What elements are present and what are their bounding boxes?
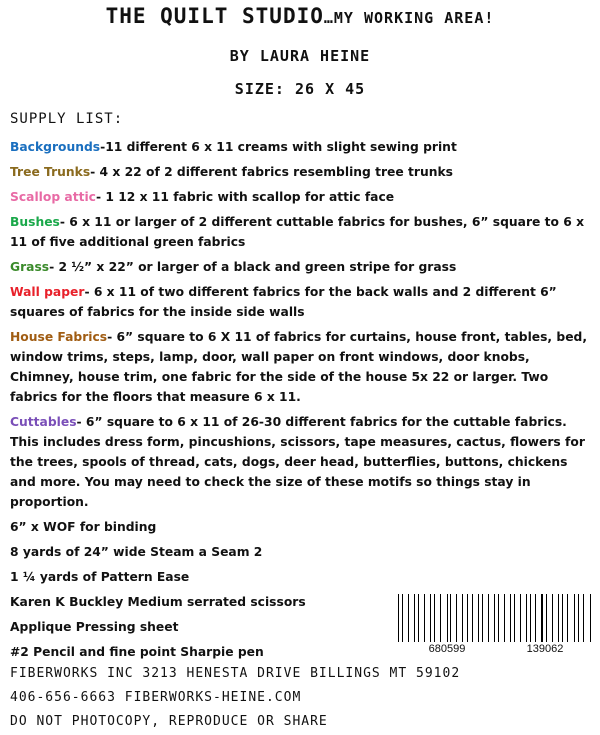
- item-label: Cuttables: [10, 415, 77, 429]
- item-label: House Fabrics: [10, 330, 108, 344]
- supply-item-scallop-attic: [10, 187, 595, 207]
- barcode-bar: [454, 594, 455, 642]
- barcode-bar: [418, 594, 419, 642]
- barcode-bar: [470, 594, 471, 642]
- barcode-digits: [398, 643, 594, 655]
- item-text: - 2 ½” x 22” or larger of a black and green stripe for grass: [49, 260, 457, 274]
- barcode-bar: [434, 594, 435, 642]
- barcode-bar: [472, 594, 473, 642]
- author-byline: BY LAURA HEINE: [229, 47, 371, 65]
- barcode-bar: [526, 594, 527, 642]
- item-text: - 6 x 11 or larger of 2 different cuttable fabrics for bushes, 6” square to 6 x 11 of five additional green fabrics: [10, 215, 585, 249]
- supply-item-tree-trunks: [10, 162, 595, 182]
- supply-item-pressing-sheet: Applique Pressing sheet: [10, 620, 179, 634]
- barcode-bar: [502, 594, 503, 642]
- barcode-bar: [406, 594, 407, 642]
- barcode-bar: [495, 594, 496, 642]
- barcode-bar: [443, 594, 444, 642]
- title-tail: …MY WORKING AREA!: [323, 9, 495, 27]
- item-text: - 6” square to 6 X 11 of fabrics for curtains, house front, tables, bed, window trims, steps, lamp, door, wall paper on front windows, door knobs, Chimney, house trim, one fabric for the side of the house 5x 22 or larger. Two fabrics for the floors that measure 6 x 11.: [10, 330, 588, 404]
- barcode: [398, 594, 594, 656]
- item-text: - 6 x 11 of two different fabrics for the back walls and 2 different 6” squares of fabrics for the inside side walls: [10, 285, 557, 319]
- barcode-bar: [488, 594, 489, 642]
- barcode-bar: [398, 594, 399, 642]
- supply-item-scissors: Karen K Buckley Medium serrated scissors: [10, 595, 306, 609]
- footer-contact: 406-656-6663 FIBERWORKS-HEINE.COM: [10, 690, 302, 705]
- title-main: THE QUILT STUDIO: [105, 4, 324, 28]
- item-label: Grass: [10, 260, 50, 274]
- barcode-bar: [591, 594, 592, 642]
- item-label: Bushes: [10, 215, 60, 229]
- barcode-bar: [541, 594, 542, 642]
- barcode-bar: [482, 594, 483, 642]
- supply-item-wall-paper: [10, 282, 595, 322]
- supply-list-heading: SUPPLY LIST:: [10, 111, 124, 127]
- barcode-bar: [504, 594, 505, 642]
- barcode-bar: [408, 594, 409, 642]
- barcode-bar: [550, 594, 551, 642]
- supply-item-pencil-pen: #2 Pencil and fine point Sharpie pen: [10, 645, 264, 659]
- barcode-bar: [518, 594, 519, 642]
- barcode-bar: [463, 594, 464, 642]
- barcode-bar: [514, 594, 515, 642]
- supply-item-grass: [10, 257, 595, 277]
- barcode-bar: [558, 594, 559, 642]
- item-text: -11 different 6 x 11 creams with slight sewing print: [100, 140, 457, 154]
- barcode-bar: [456, 594, 457, 642]
- supply-item-backgrounds: [10, 137, 595, 157]
- barcode-bar: [586, 594, 587, 642]
- barcode-bar: [583, 594, 584, 642]
- supply-item-bushes: [10, 212, 595, 252]
- item-label: Backgrounds: [10, 140, 101, 154]
- item-text: - 4 x 22 of 2 different fabrics resembling tree trunks: [90, 165, 453, 179]
- barcode-left-digits: 680599: [428, 643, 466, 655]
- page-title: [0, 4, 600, 28]
- quilt-size: SIZE: 26 X 45: [234, 80, 366, 98]
- barcode-bar: [422, 594, 423, 642]
- footer-address: FIBERWORKS INC 3213 HENESTA DRIVE BILLINGS MT 59102: [10, 666, 461, 681]
- supply-item-house-fabrics: [10, 327, 595, 407]
- barcode-bar: [440, 594, 441, 642]
- item-label: Wall paper: [10, 285, 85, 299]
- supply-item-steam-a-seam: 8 yards of 24” wide Steam a Seam 2: [10, 545, 263, 559]
- item-label: Tree Trunks: [10, 165, 91, 179]
- footer-notice: DO NOT PHOTOCOPY, REPRODUCE OR SHARE: [10, 714, 328, 729]
- item-text: - 6” square to 6 x 11 of 26-30 different fabrics for the cuttable fabrics. This includes dress form, pincushions, scissors, tape measures, cactus, flowers for the trees, spools of thread, cats, dogs, deer head, butterflies, buttons, chickens and more. You may need to check the size of these motifs so things stay in proportion.: [10, 415, 585, 509]
- item-text: - 1 12 x 11 fabric with scallop for attic face: [95, 190, 395, 204]
- barcode-bar: [534, 594, 535, 642]
- barcode-bar: [562, 594, 563, 642]
- supply-item-binding: 6” x WOF for binding: [10, 520, 157, 534]
- barcode-bars: [398, 594, 594, 642]
- item-label: Scallop attic: [10, 190, 96, 204]
- barcode-bar: [546, 594, 547, 642]
- supply-item-cuttables: [10, 412, 595, 512]
- supply-list: [10, 137, 595, 667]
- barcode-bar: [570, 594, 571, 642]
- barcode-right-digits: 139062: [526, 643, 564, 655]
- supply-item-pattern-ease: 1 ¼ yards of Pattern Ease: [10, 570, 190, 584]
- barcode-bar: [426, 594, 427, 642]
- barcode-bar: [574, 594, 575, 642]
